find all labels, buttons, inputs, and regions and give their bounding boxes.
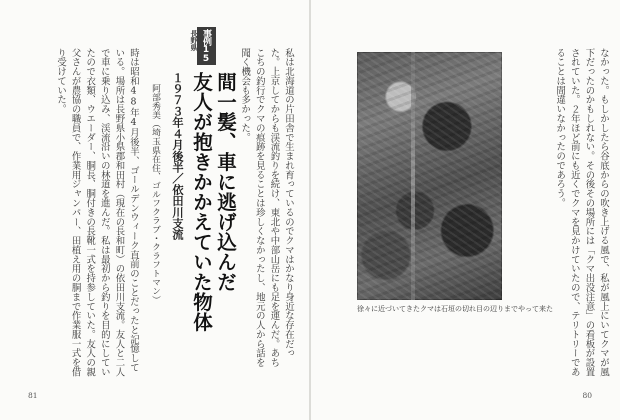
left-page — [0, 0, 309, 420]
photo-caption: 徐々に近づいてきたクマは石垣の切れ目の辺りまでやって来た — [357, 305, 553, 313]
body-text-column-2: 時は昭和48年4月後半、ゴールデンウィーク直前のことだったと記憶している。場所は長野県小県郡和田村（現在の長和町）の依田川支流。友人と二人で車に乗り込み、渓流沿いの林道を進んだ。私は最初から釣りを目的にしていたので衣類、ウエーダー、胴長、胴付きの長靴一式を持参していた。友人の親父さんが農協の職員で、作業用ジャンパー、田植え用の胴まで作業服一式を借り受けていた。 — [55, 48, 139, 377]
prefecture-label: 長野県 — [190, 30, 198, 51]
body-text-column: 私は北海道の片田舎で生まれ育っているのでクマはかなり身近な存在だった。上京してからも渓流釣りを続け、東北や中部山岳にも足を運んだ。あちこちの釣行でクマの痕跡を見ることは珍しくなかったし、地元の人から話を聞く機会も多かった。 — [239, 48, 294, 368]
title-line-2: 友人が抱きかかえていた物体 — [190, 72, 213, 332]
title-line-1: 間一髪、車に逃げ込んだ — [214, 72, 237, 292]
page-number: 80 — [582, 391, 592, 400]
right-page — [311, 0, 620, 420]
subtitle: １９７３年４月後半／依田川支流 — [171, 72, 184, 240]
author-line: 阿部秀美（埼玉県在住、ゴルフクラブ・クラフトマン） — [150, 84, 160, 304]
case-label: 事例15 — [197, 27, 216, 65]
bear-photo — [357, 52, 502, 300]
body-text-column: なかった。もしかしたら谷底からの吹き上げる風で、私が風上にいてクマが風下だったのかもしれない。その後その場所には「クマ出没注意」の看板が設置されていた。２年ほど前にも近くでクマを見かけていたので、テリトリーであることは間違いなかったのであろう。 — [554, 48, 609, 377]
page-number: 81 — [28, 391, 38, 400]
